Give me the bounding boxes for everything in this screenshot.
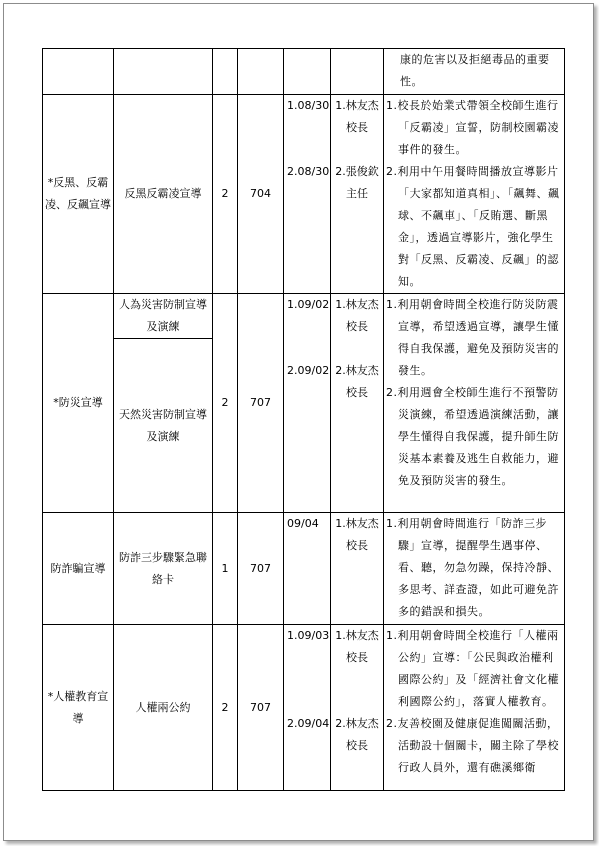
description-cell	[384, 95, 565, 294]
person-1: 1.林友杰校長	[335, 517, 379, 552]
date-1: 1.08/30	[287, 99, 330, 112]
date-cell	[284, 294, 331, 513]
description-item-2: 2.利用中午用餐時間播放宣導影片「大家都知道真相」、「飆舞、飆球、不飆車」、「反賄選、斷黑金」，透過宣導影片，強化學生對「反黑、反霸凌、反飆」的認知。	[386, 165, 560, 288]
class-cell	[238, 49, 284, 95]
category-cell: 防詐騙宣導	[43, 513, 114, 625]
description-text: 康的危害以及拒絕毒品的重要性。	[400, 53, 550, 88]
class-cell: 707	[238, 513, 284, 625]
class-cell: 707	[238, 294, 284, 513]
person-2: 2.林友杰校長	[335, 364, 379, 399]
date-2: 2.09/04	[287, 717, 330, 730]
description-item-1: 1.利用朝會時間全校進行「人權兩公約」宣導：「公民與政治權利國際公約」及「經濟社會文化權利國際公約」，落實人權教育。	[386, 629, 559, 708]
date-2: 2.08/30	[287, 165, 330, 178]
person-cell	[331, 95, 384, 294]
person-1: 1.林友杰校長	[335, 99, 379, 134]
date-1: 1.09/03	[287, 629, 330, 642]
table-row	[43, 95, 565, 294]
category-cell: *反黑、反霸凌、反飆宣導	[43, 95, 114, 294]
category-cell	[43, 49, 114, 95]
date-cell	[284, 625, 331, 791]
item-cell: 天然災害防制宣導及演練	[114, 339, 213, 513]
description-item-1: 1.利用朝會時間全校進行防災防震宣導，希望透過宣導，讓學生懂得自我保護，避免及預防災害的發生。	[386, 298, 559, 377]
description-cell	[384, 294, 565, 513]
table-row	[43, 513, 565, 625]
item-cell	[114, 49, 213, 95]
item-cell: 反黑反霸凌宣導	[114, 95, 213, 294]
count-cell	[213, 49, 238, 95]
class-cell: 704	[238, 95, 284, 294]
date-cell	[284, 513, 331, 625]
count-cell: 2	[213, 294, 238, 513]
date-cell	[284, 95, 331, 294]
description-cell	[384, 625, 565, 791]
person-cell	[331, 625, 384, 791]
person-1: 1.林友杰校長	[335, 298, 379, 333]
description-item-1: 1.利用朝會時間進行「防詐三步驟」宣導，提醒學生遇事停、看、聽，勿急勿躁，保持冷靜、多思考、詳查證，如此可避免許多的錯誤和損失。	[386, 517, 559, 618]
table-row	[43, 625, 565, 791]
document-page	[3, 3, 594, 841]
person-1: 1.林友杰校長	[335, 629, 379, 664]
category-cell: *防災宣導	[43, 294, 114, 513]
description-item-2: 2.友善校園及健康促進闖關活動，活動設十個關卡，關主除了學校行政人員外，還有礁溪鄉衛	[386, 717, 559, 774]
person-cell	[331, 49, 384, 95]
class-cell: 707	[238, 625, 284, 791]
description-item-1: 1.校長於始業式帶領全校師生進行「反霸凌」宣誓，防制校園霸凌事件的發生。	[386, 99, 559, 156]
count-cell: 1	[213, 513, 238, 625]
person-2: 2.張俊欽主任	[335, 165, 379, 200]
activity-table	[42, 48, 565, 791]
table-row	[43, 294, 565, 339]
count-cell: 2	[213, 95, 238, 294]
date-cell	[284, 49, 331, 95]
category-cell: *人權教育宣導	[43, 625, 114, 791]
description-cell	[384, 513, 565, 625]
person-2: 2.林友杰校長	[335, 717, 379, 752]
description-item-2: 2.利用週會全校師生進行不預警防災演練，希望透過演練活動，讓學生懂得自我保護，提升師生防災基本素養及逃生自救能力，避免及預防災害的發生。	[386, 386, 559, 487]
item-cell: 人權兩公約	[114, 625, 213, 791]
person-cell	[331, 294, 384, 513]
item-cell: 防詐三步驟緊急聯絡卡	[114, 513, 213, 625]
date-2: 2.09/02	[287, 364, 330, 377]
count-cell: 2	[213, 625, 238, 791]
item-cell: 人為災害防制宣導及演練	[114, 294, 213, 339]
description-cell	[384, 49, 565, 95]
table-row	[43, 49, 565, 95]
date-1: 09/04	[287, 517, 319, 530]
date-1: 1.09/02	[287, 298, 330, 311]
person-cell	[331, 513, 384, 625]
